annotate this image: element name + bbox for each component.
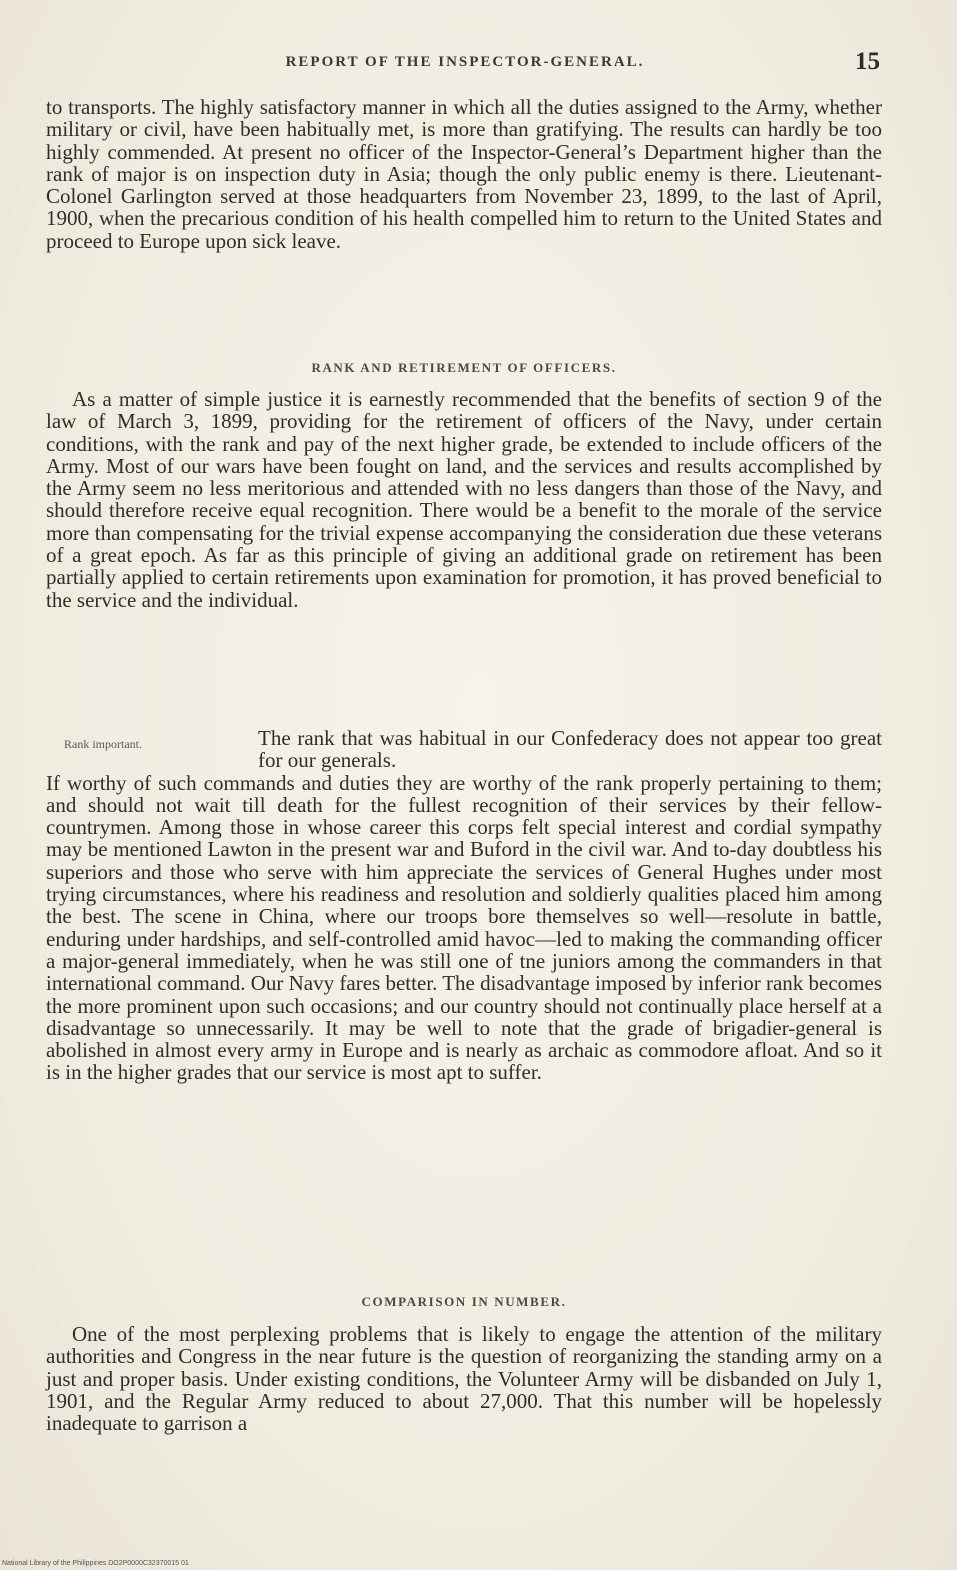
page-number: 15 bbox=[855, 48, 880, 75]
paragraph-rank-retirement: As a matter of simple justice it is earnestly recommended that the benefits of section 9 of the law of March 3, 1899, providing for the retirement of officers of the Navy, under certain conditions, with the rank and pay of the next higher grade, be extended to include officers of the Army. Most of our wars have been fought on land, and the services and results accomplished by the Army seem no less meritorious and attended with no less dangers than those of the Navy, and should therefore receive equal recognition. There would be a benefit to the morale of the service more than compensating for the trivial expense accompanying the consideration due these veterans of a great epoch. As far as this principle of giving an additional grade on retirement has been partially applied to certain retirements upon examination for promotion, it has proved beneficial to the service and the individual. bbox=[46, 387, 882, 612]
paragraph-rank-important-lead: The rank that was habitual in our Confederacy does not appear too great for our generals. bbox=[258, 726, 882, 773]
running-title: REPORT OF THE INSPECTOR-GENERAL. bbox=[285, 54, 645, 70]
paragraph-continuation: to transports. The highly satisfactory manner in which all the duties assigned to the Army, whether military or civil, have been habitually met, is more than gratifying. The results can hardly be too highly commended. At present no officer of the Inspector-General’s Department higher than the rank of major is on inspection duty in Asia; though the only public enemy is there. Lieutenant-Colonel Garlington served at those headquarters from November 23, 1899, to the last of April, 1900, when the precarious condition of his health compelled him to return to the United States and proceed to Europe upon sick leave. bbox=[46, 95, 882, 253]
heading-comparison: COMPARISON IN NUMBER. bbox=[361, 1294, 567, 1309]
margin-note-rank-important: Rank important. bbox=[64, 737, 142, 751]
running-header bbox=[46, 48, 884, 78]
paragraph-comparison: One of the most perplexing problems that is likely to engage the attention of the military authorities and Congress in the near future is the question of reorganizing the standing army on a just and proper basis. Under existing conditions, the Volunteer Army will be disbanded on July 1, 1901, and the Regular Army reduced to about 27,000. That this number will be hopelessly inadequate to garrison a bbox=[46, 1322, 882, 1436]
heading-rank-retirement: RANK AND RETIREMENT OF OFFICERS. bbox=[311, 360, 617, 375]
paragraph-rank-important-body: If worthy of such commands and duties they are worthy of the rank properly pertaining to them; and should not wait till death for the fullest recognition of their services by their fellow-countrymen. Among those in whose career this corps felt special interest and cordial sympathy may be mentioned Lawton in the present war and Buford in the civil war. And to-day doubtless his superiors and those who serve with him appreciate the services of General Hughes under most trying circumstances, where his readiness and resolution and soldierly qualities placed him among the best. The scene in China, where our troops bore themselves so well—resolute in battle, enduring under hardships, and self-controlled amid havoc—led to making the commanding officer a major-general immediately, when he was still one of tne juniors among the commanders in that international command. Our Navy fares better. The disadvantage imposed by inferior rank becomes the more prominent upon such occasions; and our country should not continually place herself at a disadvantage so unnecessarily. It may be well to note that the grade of brigadier-general is abolished in almost every army in Europe and is nearly as archaic as commodore afloat. And so it is in the higher grades that our service is most apt to suffer. bbox=[46, 770, 882, 1085]
paragraph-rank-important bbox=[46, 727, 882, 1084]
footer-attribution: National Library of the Philippines DO2P0000C32370015 01 bbox=[2, 1560, 189, 1567]
